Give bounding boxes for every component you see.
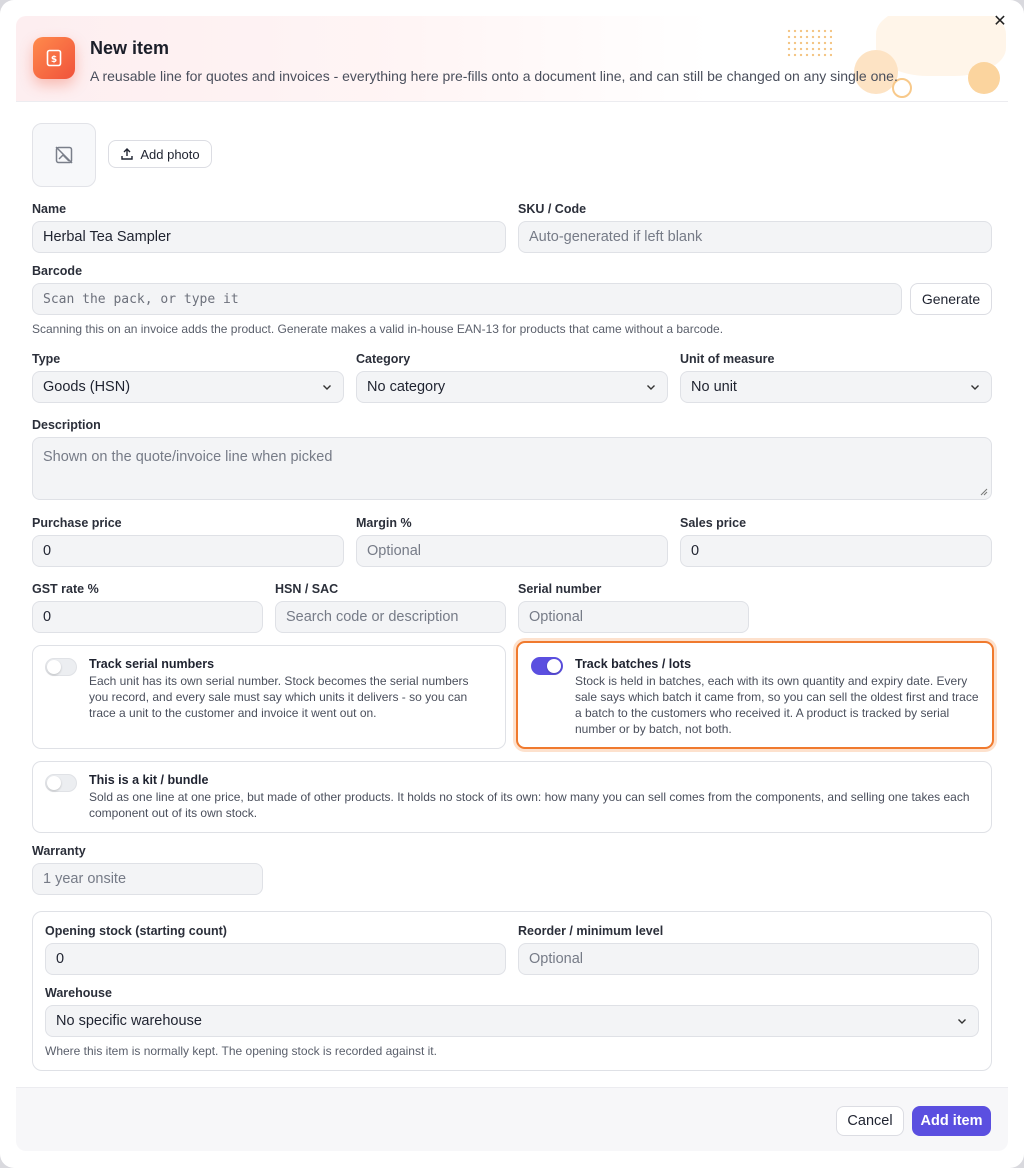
- chevron-down-icon: [956, 1015, 968, 1027]
- cancel-button[interactable]: Cancel: [836, 1106, 904, 1136]
- track-batches-desc: Stock is held in batches, each with its own quantity and expiry date. Every sale says which batch it came from, so you can sell the oldest first and trace a batch to the customers who received it. A product is tracked by serial number or by batch, not both.: [575, 674, 979, 736]
- chevron-down-icon: [321, 381, 333, 393]
- decoration-circle: [968, 62, 1000, 94]
- price-tag-icon: [33, 37, 75, 79]
- add-photo-label: Add photo: [140, 146, 200, 162]
- margin-label: Margin %: [356, 516, 412, 530]
- barcode-input[interactable]: Scan the pack, or type it: [32, 283, 902, 315]
- gst-label: GST rate %: [32, 582, 99, 596]
- serial-input[interactable]: Optional: [518, 601, 749, 633]
- category-label: Category: [356, 352, 411, 366]
- track-serial-desc: Each unit has its own serial number. Stock becomes the serial numbers you record, and every sale must say which units it delivers - so you can trace a unit to the customer and invoice it went out on.: [89, 674, 469, 720]
- barcode-label: Barcode: [32, 264, 83, 278]
- opening-stock-label: Opening stock (starting count): [45, 924, 227, 938]
- sku-label: SKU / Code: [518, 202, 587, 216]
- photo-placeholder[interactable]: [32, 123, 96, 187]
- unit-value: No unit: [691, 379, 737, 395]
- track-serial-toggle[interactable]: [45, 658, 77, 676]
- kit-bundle-card[interactable]: [32, 761, 992, 833]
- unit-label: Unit of measure: [680, 352, 775, 366]
- margin-input[interactable]: Optional: [356, 535, 668, 567]
- dialog-header: [16, 13, 1008, 102]
- chevron-down-icon: [645, 381, 657, 393]
- sku-input[interactable]: Auto-generated if left blank: [518, 221, 992, 253]
- barcode-help: Scanning this on an invoice adds the product. Generate makes a valid in-house EAN-13 for products that came without a barcode.: [32, 322, 724, 336]
- hsn-search-input[interactable]: Search code or description: [275, 601, 506, 633]
- resize-handle-icon[interactable]: [980, 488, 988, 496]
- upload-icon: [120, 147, 134, 161]
- decoration-dots: [786, 28, 832, 58]
- track-batches-title: Track batches / lots: [575, 657, 692, 671]
- gst-input[interactable]: 0: [32, 601, 263, 633]
- warranty-input[interactable]: 1 year onsite: [32, 863, 263, 895]
- warehouse-select[interactable]: [45, 1005, 979, 1037]
- dialog-footer: [16, 1087, 1008, 1151]
- kit-bundle-desc: Sold as one line at one price, but made of other products. It holds no stock of its own: how many you can sell comes from the components, and selling one takes each component out of its own stock.: [89, 790, 970, 820]
- warranty-label: Warranty: [32, 844, 86, 858]
- track-serial-card[interactable]: [32, 645, 506, 749]
- track-batches-toggle[interactable]: [531, 657, 563, 675]
- description-placeholder: Shown on the quote/invoice line when picked: [43, 449, 333, 465]
- add-item-button[interactable]: Add item: [912, 1106, 991, 1136]
- dialog-title: New item: [90, 38, 170, 58]
- type-label: Type: [32, 352, 61, 366]
- warehouse-label: Warehouse: [45, 986, 112, 1000]
- track-batches-card[interactable]: [516, 641, 994, 749]
- name-label: Name: [32, 202, 67, 216]
- generate-barcode-button[interactable]: Generate: [910, 283, 992, 315]
- hsn-label: HSN / SAC: [275, 582, 339, 596]
- sales-price-label: Sales price: [680, 516, 747, 530]
- purchase-price-label: Purchase price: [32, 516, 122, 530]
- chevron-down-icon: [969, 381, 981, 393]
- close-icon[interactable]: ✕: [993, 13, 1007, 30]
- category-select[interactable]: [356, 371, 668, 403]
- svg-text:$: $: [50, 55, 58, 65]
- unit-select[interactable]: [680, 371, 992, 403]
- dialog-subtitle: A reusable line for quotes and invoices - everything here pre-fills onto a document line, and can still be changed on any single one.: [90, 68, 898, 84]
- reorder-input[interactable]: Optional: [518, 943, 979, 975]
- warehouse-value: No specific warehouse: [56, 1013, 202, 1029]
- description-label: Description: [32, 418, 101, 432]
- sales-price-input[interactable]: 0: [680, 535, 992, 567]
- description-textarea[interactable]: [32, 437, 992, 500]
- kit-bundle-title: This is a kit / bundle: [89, 773, 209, 787]
- warehouse-help: Where this item is normally kept. The opening stock is recorded against it.: [45, 1044, 437, 1058]
- opening-stock-input[interactable]: 0: [45, 943, 506, 975]
- type-value: Goods (HSN): [43, 379, 131, 395]
- reorder-label: Reorder / minimum level: [518, 924, 664, 938]
- purchase-price-input[interactable]: 0: [32, 535, 344, 567]
- kit-bundle-toggle[interactable]: [45, 774, 77, 792]
- track-serial-title: Track serial numbers: [89, 657, 215, 671]
- serial-label: Serial number: [518, 582, 602, 596]
- stock-section: [32, 911, 992, 1071]
- name-input[interactable]: Herbal Tea Sampler: [32, 221, 506, 253]
- image-off-icon: [54, 145, 74, 165]
- category-value: No category: [367, 379, 446, 395]
- type-select[interactable]: [32, 371, 344, 403]
- add-photo-button[interactable]: [108, 140, 212, 168]
